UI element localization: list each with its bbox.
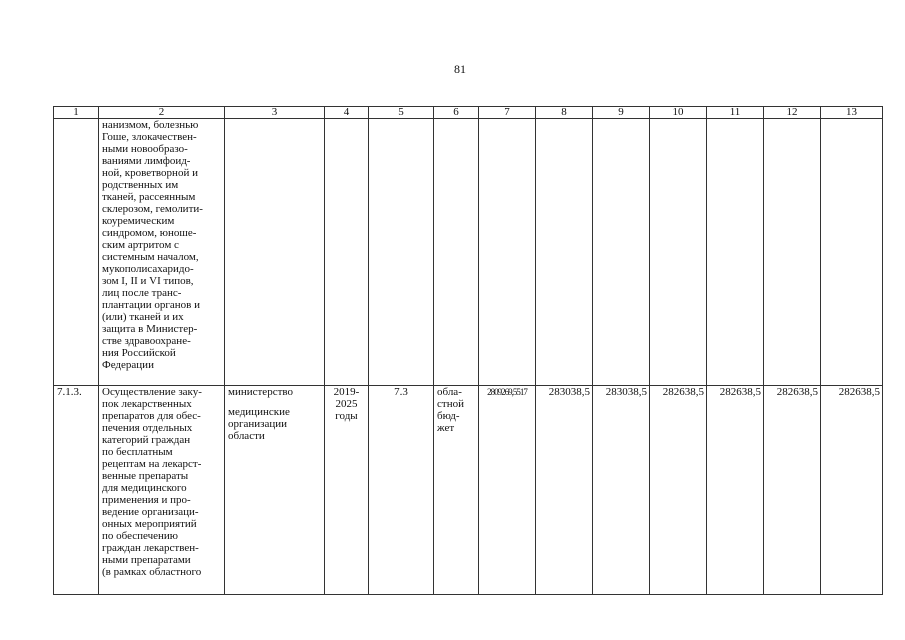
header-cell: 13 (821, 107, 883, 119)
amount-year: 283038,5 (536, 386, 593, 595)
amount-total: 2809269,5517 (479, 386, 536, 595)
amount-year: 282638,5 (821, 386, 883, 595)
executor-ministry: министерство (228, 386, 294, 398)
table-row (54, 119, 883, 386)
header-cell: 3 (225, 107, 325, 119)
funding-source-cell: обла- стной бюд- жет (434, 386, 479, 595)
program-table (53, 106, 883, 595)
row-description: Осуществление заку- пок лекарственных препаратов для обес- печения отдельных категорий граждан по бесплатным рецептам на лекарст- венные препараты для медицинского применения и про- ведение организаци- онных мероприятий по обеспечению граждан лекарствен- ными препаратами (в рамках областного (99, 386, 225, 595)
table-cell (593, 119, 650, 386)
table-cell (707, 119, 764, 386)
header-cell: 5 (369, 107, 434, 119)
header-cell: 1 (54, 107, 99, 119)
header-cell: 11 (707, 107, 764, 119)
row-description: нанизмом, болезнью Гоше, злокачествен- ными новообразо- ваниями лимфоид- ной, кроветворной и родственных им тканей, рассеянным склерозом, гемолити- коуремическим синдромом, юноше- ским артритом с системным началом, мукополисахаридо- зом I, II и VI типов, лиц после транс- плантации органов и (или) тканей и их защита в Министер- стве здравоохране- ния Российской Федерации (99, 119, 225, 386)
header-cell: 4 (325, 107, 369, 119)
table-row (54, 386, 883, 595)
header-cell: 2 (99, 107, 225, 119)
period-cell: 2019- 2025 годы (325, 386, 369, 595)
amount-year: 283038,5 (593, 386, 650, 595)
executor-organizations: медицинские организации области (228, 406, 290, 442)
amount-year: 282638,5 (707, 386, 764, 595)
header-cell: 6 (434, 107, 479, 119)
table-cell (650, 119, 707, 386)
executor-cell (225, 386, 325, 595)
table-cell (821, 119, 883, 386)
table-cell (369, 119, 434, 386)
table-cell (434, 119, 479, 386)
header-cell: 8 (536, 107, 593, 119)
table-cell (479, 119, 536, 386)
code-cell: 7.3 (369, 386, 434, 595)
table-cell (325, 119, 369, 386)
table-cell (764, 119, 821, 386)
table-cell (54, 119, 99, 386)
table-cell (536, 119, 593, 386)
amount-year: 282638,5 (650, 386, 707, 595)
amount-year: 282638,5 (764, 386, 821, 595)
table-cell (225, 119, 325, 386)
header-cell: 7 (479, 107, 536, 119)
header-cell: 9 (593, 107, 650, 119)
header-cell: 10 (650, 107, 707, 119)
header-cell: 12 (764, 107, 821, 119)
item-number: 7.1.3. (54, 386, 99, 595)
page-number: 81 (454, 62, 466, 76)
table-header-row (54, 107, 883, 119)
